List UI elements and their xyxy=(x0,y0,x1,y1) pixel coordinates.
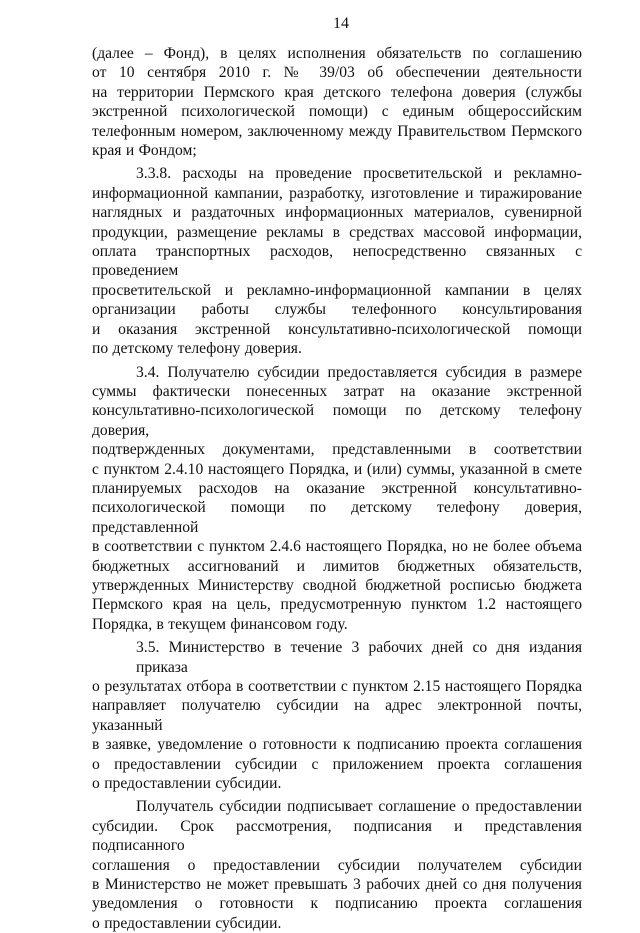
text-line: о предоставлении субсидии с приложением проекта соглашения xyxy=(92,755,582,773)
page-number: 14 xyxy=(333,15,349,32)
text-line: суммы фактически понесенных затрат на оказание экстренной xyxy=(92,382,582,400)
text-line: Получатель субсидии подписывает соглашение о предоставлении xyxy=(136,798,582,816)
text-line: экстренной психологической помощи) с единым общероссийским xyxy=(92,103,582,121)
text-line: уведомления о готовности к подписанию проекта соглашения xyxy=(92,895,582,913)
paragraph-recipient-signs xyxy=(92,797,582,933)
text-line: консультативно-психологической помощи по детскому телефону доверия, xyxy=(92,402,582,439)
text-line: (далее – Фонд), в целях исполнения обязательств по соглашению xyxy=(92,45,582,62)
paragraph-fund-continuation xyxy=(92,44,582,160)
paragraph-item-3-4 xyxy=(92,363,582,635)
text-line: в соответствии с пунктом 2.4.6 настоящего Порядка, но не более объема xyxy=(92,538,582,556)
text-line: о предоставлении субсидии. xyxy=(92,914,282,932)
text-line: о предоставлении субсидии. xyxy=(92,775,282,793)
text-line: бюджетных ассигнований и лимитов бюджетных обязательств, xyxy=(92,557,582,575)
text-line: субсидии. Срок рассмотрения, подписания и представления подписанного xyxy=(92,817,582,855)
text-line: с пунктом 2.4.10 настоящего Порядка, и (или) суммы, указанной в смете xyxy=(92,460,582,478)
text-line: на территории Пермского края детского телефона доверия (службы xyxy=(92,83,582,101)
text-line: направляет получателю субсидии на адрес электронной почты, указанный xyxy=(92,697,582,734)
text-line: 3.3.8. расходы на проведение просветительской и рекламно- xyxy=(136,165,582,183)
text-line: 3.4. Получателю субсидии предоставляется субсидия в размере xyxy=(136,363,582,381)
text-line: просветительской и рекламно-информационной кампании в целях xyxy=(92,281,582,299)
paragraph-item-3-3-8 xyxy=(92,164,582,358)
text-line: оплата транспортных расходов, непосредственно связанных с проведением xyxy=(92,243,582,280)
text-line: в Министерство не может превышать 3 рабочих дней со дня получения xyxy=(92,876,582,894)
text-line: телефонным номером, заключенному между Правительством Пермского xyxy=(92,122,582,140)
text-line: подтвержденных документами, представленными в соответствии xyxy=(92,441,582,459)
text-line: от 10 сентября 2010 г. № 39/03 об обеспечении деятельности xyxy=(92,64,582,82)
text-line: психологической помощи по детскому телефону доверия, представленной xyxy=(92,499,582,536)
text-line: информационной кампании, разработку, изготовление и тиражирование xyxy=(92,184,582,202)
text-line: соглашения о предоставлении субсидии получателем субсидии xyxy=(92,856,582,874)
text-line: продукции, размещение рекламы в средствах массовой информации, xyxy=(92,223,582,241)
text-line: наглядных и раздаточных информационных материалов, сувенирной xyxy=(92,204,582,222)
text-line: 3.5. Министерство в течение 3 рабочих дней со дня издания приказа xyxy=(136,639,582,676)
text-line: и оказания экстренной консультативно-психологической помощи xyxy=(92,320,582,338)
text-line: о результатах отбора в соответствии с пунктом 2.15 настоящего Порядка xyxy=(92,678,582,695)
text-line: края и Фондом; xyxy=(92,142,197,160)
text-line: планируемых расходов на оказание экстренной консультативно- xyxy=(92,479,582,497)
text-line: организации работы службы телефонного консультирования xyxy=(92,301,582,319)
text-line: по детскому телефону доверия. xyxy=(92,340,302,358)
paragraph-item-3-5 xyxy=(92,638,582,793)
text-line: Пермского края на цель, предусмотренную пунктом 1.2 настоящего xyxy=(92,596,582,614)
text-line: утвержденных Министерству сводной бюджетной росписью бюджета xyxy=(92,576,582,594)
text-line: в заявке, уведомление о готовности к подписанию проекта соглашения xyxy=(92,736,582,754)
text-line: Порядка, в текущем финансовом году. xyxy=(92,615,348,633)
